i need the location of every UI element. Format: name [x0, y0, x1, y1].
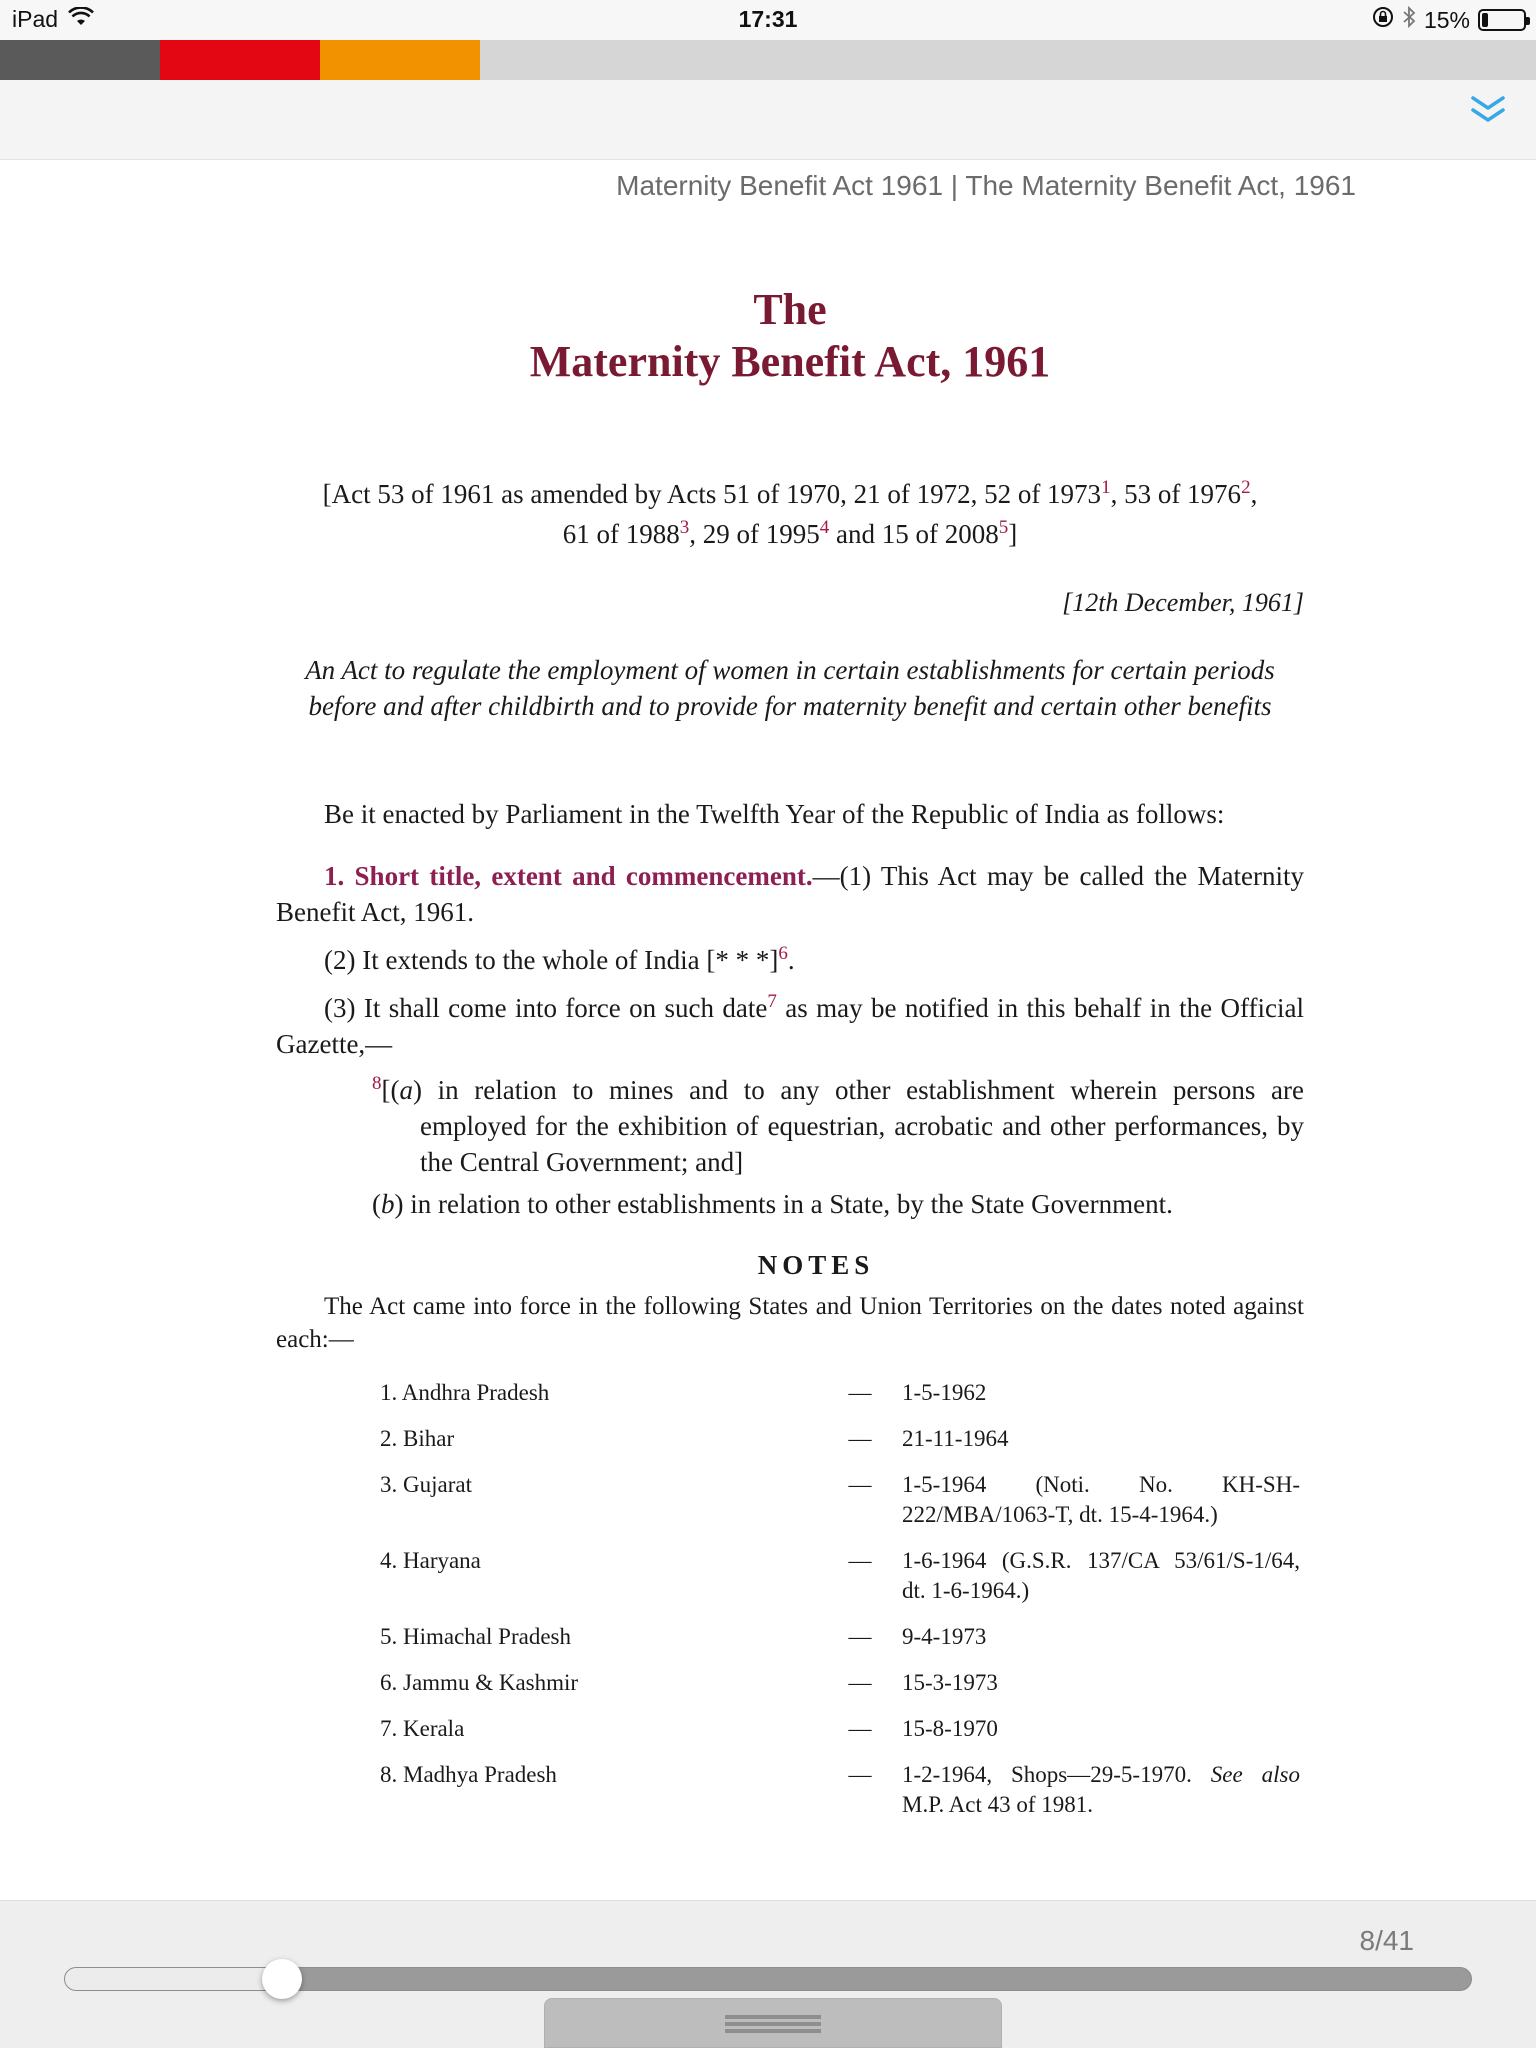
battery-icon — [1478, 9, 1526, 31]
document-title — [0, 284, 1536, 388]
clause-text: [( — [381, 1075, 400, 1105]
commencement-date: 1-5-1964 (Noti. No. KH-SH-222/MBA/1063-T, dt. 15-4-1964.) — [902, 1472, 1300, 1527]
dash: — — [848, 1716, 872, 1741]
section-heading: 1. Short title, extent and commencement. — [324, 861, 813, 891]
footnote-link[interactable]: 3 — [679, 517, 690, 538]
amendment-text: , 53 of 1976 — [1110, 479, 1242, 509]
state-name: 2. Bihar — [380, 1426, 455, 1451]
date-text: 1-2-1964, Shops—29-5-1970. — [902, 1762, 1211, 1787]
rotation-lock-icon — [1372, 6, 1394, 34]
footnote-link[interactable]: 4 — [819, 517, 830, 538]
clause-a — [372, 1072, 1304, 1180]
preamble: An Act to regulate the employment of women in certain establishments for certain periods before and after childbirth and to provide for maternity benefit and certain other benefits — [305, 655, 1275, 721]
device-label: iPad — [12, 6, 59, 32]
dash: — — [848, 1426, 872, 1451]
color-tab-3[interactable] — [320, 40, 480, 80]
section-text: —(1) This Act may be called the Maternity Benefit Act, 1961. — [276, 861, 1304, 927]
clause-text: ) in relation to mines and to any other establishment wherein persons are employed for the exhibition of equestrian, acrobatic and other performances, by the Central Government; and] — [412, 1075, 1304, 1177]
state-name: 6. Jammu & Kashmir — [380, 1670, 579, 1695]
clock: 17:31 — [738, 6, 798, 32]
footnote-link[interactable]: 5 — [998, 517, 1009, 538]
amendment-text: 61 of 1988 — [562, 519, 680, 549]
page-slider-progress — [65, 1968, 283, 1990]
subsection-2 — [276, 942, 1304, 978]
title-line-2: Maternity Benefit Act, 1961 — [529, 337, 1051, 386]
commencement-date — [902, 1760, 1300, 1820]
battery-percent: 15% — [1423, 6, 1470, 33]
amendment-text: and 15 of 2008 — [829, 519, 999, 549]
dash: — — [848, 1380, 872, 1405]
subsection-3 — [276, 990, 1304, 1062]
color-tab-strip — [0, 40, 1536, 80]
dash: — — [848, 1670, 872, 1695]
notes-heading: NOTES — [757, 1250, 875, 1280]
dash: — — [848, 1472, 872, 1497]
state-name: 8. Madhya Pradesh — [380, 1762, 557, 1787]
double-chevron-down-icon — [1470, 95, 1506, 130]
amendment-text: , 29 of 1995 — [689, 519, 820, 549]
commencement-date: 21-11-1964 — [902, 1426, 1009, 1451]
title-line-1: The — [753, 285, 827, 334]
page-slider-thumb[interactable] — [262, 1959, 302, 1999]
notes-intro: The Act came into force in the following States and Union Territories on the dates noted against each:— — [276, 1293, 1304, 1353]
bluetooth-icon — [1402, 6, 1416, 34]
subsection-text: as may be notified in this behalf in the Official Gazette,— — [276, 993, 1304, 1059]
status-right — [1372, 6, 1526, 34]
reader-header-bar — [0, 80, 1536, 160]
thumbnail-drawer-handle[interactable] — [544, 1998, 1002, 2048]
dash: — — [848, 1624, 872, 1649]
running-header: Maternity Benefit Act 1961 | The Maternity Benefit Act, 1961 — [616, 170, 1356, 201]
date-text: M.P. Act 43 of 1981. — [902, 1792, 1094, 1817]
amendment-text: ] — [1008, 519, 1018, 549]
commencement-date: 15-8-1970 — [902, 1716, 998, 1741]
state-name: 1. Andhra Pradesh — [380, 1380, 550, 1405]
dash: — — [848, 1762, 872, 1787]
dash: — — [848, 1548, 872, 1573]
clause-text: ) in relation to other establishments in a State, by the State Government. — [394, 1189, 1173, 1219]
commencement-date: 9-4-1973 — [902, 1624, 987, 1649]
clause-letter: a — [399, 1075, 413, 1105]
date-text-italic: See also — [1210, 1762, 1300, 1787]
footnote-link[interactable]: 2 — [1241, 477, 1251, 498]
color-tab-1[interactable] — [0, 40, 160, 80]
enactment-date: [12th December, 1961] — [1062, 588, 1304, 617]
footnote-link[interactable]: 7 — [767, 991, 777, 1012]
amendment-note — [276, 474, 1304, 554]
commencement-date: 1-6-1964 (G.S.R. 137/CA 53/61/S-1/64, dt. 1-6-1964.) — [902, 1548, 1300, 1603]
state-name: 4. Haryana — [380, 1548, 481, 1573]
amendment-text: , — [1250, 479, 1258, 509]
grip-icon — [725, 2015, 821, 2033]
status-bar — [0, 0, 1536, 40]
enacting-clause: Be it enacted by Parliament in the Twelfth Year of the Republic of India as follows: — [324, 799, 1225, 829]
color-tab-2[interactable] — [160, 40, 320, 80]
subsection-text: (3) It shall come into force on such date — [324, 993, 768, 1023]
subsection-text: (2) It extends to the whole of India [* * *] — [324, 945, 779, 975]
state-name: 5. Himachal Pradesh — [380, 1624, 571, 1649]
battery-level — [1482, 13, 1488, 27]
commencement-date: 15-3-1973 — [902, 1670, 998, 1695]
footnote-link[interactable]: 8 — [372, 1073, 382, 1094]
footnote-link[interactable]: 1 — [1101, 477, 1111, 498]
section-1 — [276, 858, 1304, 930]
footnote-link[interactable]: 6 — [778, 943, 788, 964]
commencement-date: 1-5-1962 — [902, 1380, 987, 1405]
subsection-text: . — [787, 945, 795, 975]
amendment-text: [Act 53 of 1961 as amended by Acts 51 of 1970, 21 of 1972, 52 of 1973 — [322, 479, 1102, 509]
clause-text: ( — [372, 1189, 381, 1219]
clause-letter: b — [381, 1189, 395, 1219]
clause-b — [276, 1186, 1304, 1222]
collapse-button[interactable] — [1466, 90, 1510, 134]
state-name: 7. Kerala — [380, 1716, 465, 1741]
state-name: 3. Gujarat — [380, 1472, 472, 1497]
page-counter: 8/41 — [1359, 1925, 1414, 1956]
